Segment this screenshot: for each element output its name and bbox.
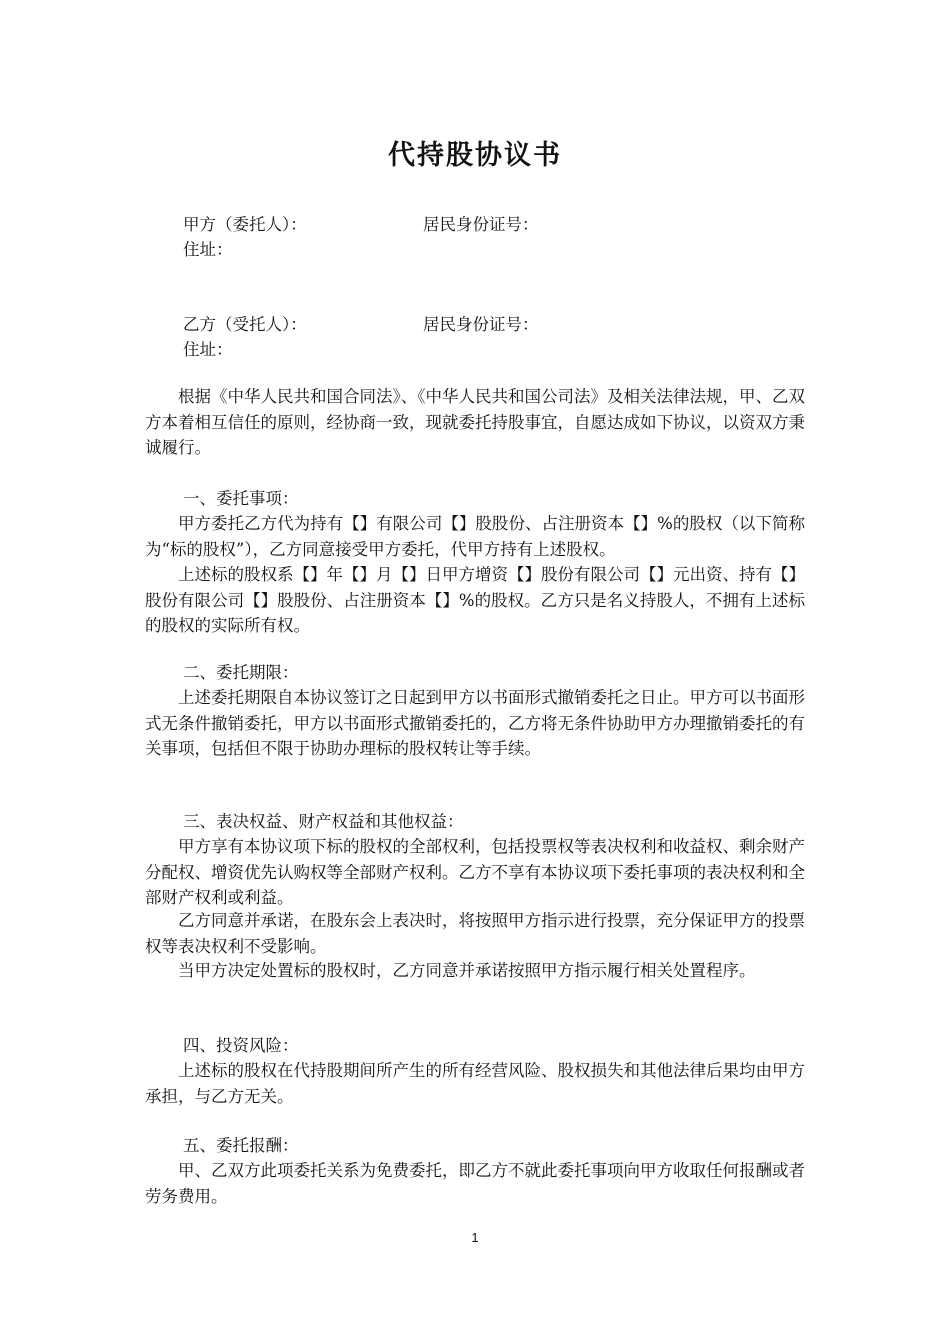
- section-5-heading: 五、委托报酬：: [183, 1136, 299, 1155]
- section-1-heading: 一、委托事项：: [183, 489, 299, 508]
- section-3-heading: 三、表决权益、财产权益和其他权益：: [183, 812, 464, 831]
- section-2-heading: 二、委托期限：: [183, 663, 299, 682]
- section-3-paragraph-1: 甲方享有本协议项下标的股权的全部权利，包括投票权等表决权利和收益权、剩余财产分配权、增资优先认购权等全部财产权利。乙方不享有本协议项下委托事项的表决权利和全部财产权利或利益。: [145, 837, 805, 907]
- page-number: 1: [471, 1230, 479, 1245]
- party-b-address-label: 住址：: [183, 340, 233, 359]
- party-a-id-label: 居民身份证号：: [423, 215, 539, 234]
- party-b-id-label: 居民身份证号：: [423, 315, 539, 334]
- party-b-label: 乙方（受托人）：: [183, 315, 307, 334]
- section-1-paragraph-2: 上述标的股权系【】年【】月【】日甲方增资【】股份有限公司【】元出资、持有【】股份有限公司【】股股份、占注册资本【】%的股权。乙方只是名义持股人，不拥有上述标的股权的实际所有权。: [145, 565, 805, 635]
- preamble-paragraph: 根据《中华人民共和国合同法》、《中华人民共和国公司法》及相关法律法规，甲、乙双方本着相互信任的原则，经协商一致，现就委托持股事宜，自愿达成如下协议，以资双方秉诚履行。: [145, 387, 805, 457]
- section-3-paragraph-3: 当甲方决定处置标的股权时，乙方同意并承诺按照甲方指示履行相关处置程序。: [178, 961, 756, 980]
- section-3-paragraph-2: 乙方同意并承诺，在股东会上表决时，将按照甲方指示进行投票，充分保证甲方的投票权等表决权利不受影响。: [145, 911, 805, 956]
- section-5-paragraph-1: 甲、乙双方此项委托关系为免费委托，即乙方不就此委托事项向甲方收取任何报酬或者劳务费用。: [145, 1161, 805, 1206]
- section-4-paragraph-1: 上述标的股权在代持股期间所产生的所有经营风险、股权损失和其他法律后果均由甲方承担，与乙方无关。: [145, 1061, 805, 1106]
- document-title: 代持股协议书: [388, 140, 562, 171]
- section-1-paragraph-1: 甲方委托乙方代为持有【】有限公司【】股股份、占注册资本【】%的股权（以下简称为“标的股权”），乙方同意接受甲方委托，代甲方持有上述股权。: [145, 514, 805, 559]
- party-a-label: 甲方（委托人）：: [183, 215, 307, 234]
- section-2-paragraph-1: 上述委托期限自本协议签订之日起到甲方以书面形式撤销委托之日止。甲方可以书面形式无条件撤销委托，甲方以书面形式撤销委托的，乙方将无条件协助甲方办理撤销委托的有关事项，包括但不限于协助办理标的股权转让等手续。: [145, 688, 805, 758]
- section-4-heading: 四、投资风险：: [183, 1036, 299, 1055]
- party-a-address-label: 住址：: [183, 240, 233, 259]
